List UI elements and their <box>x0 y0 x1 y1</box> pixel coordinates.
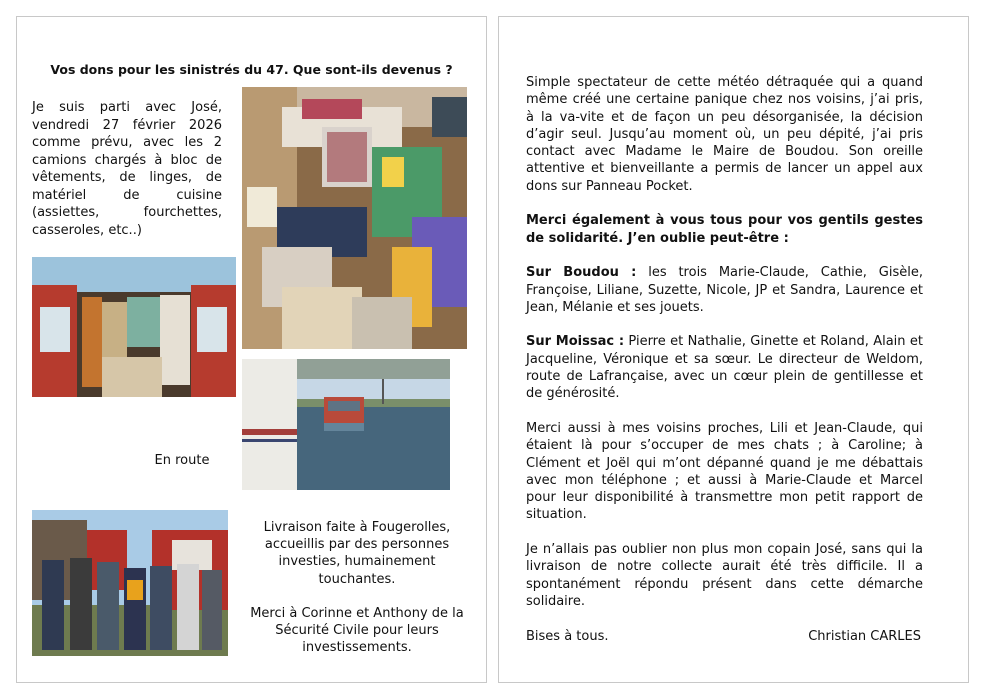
intro-paragraph: Je suis parti avec José, vendredi 27 février 2026 comme prévu, avec les 2 camions chargés à bloc de vêtements, de linges, de matériel de cuisine (assiettes, fourchettes, casseroles, etc..) <box>32 100 222 238</box>
paragraph-spectateur: Simple spectateur de cette météo détraquée qui a quand même créé une certaine panique chez nos voisins, j’ai pris, à la va-vite et de façon un peu désorganisée, la décision d’agir seul. Jusqu’au moment où, un peu dépité, j’ai pris contact avec Madame le Maire de Boudou. Son oreille attentive et bienveillante a permis de lancer un appel aux dons sur Panneau Pocket. <box>526 75 923 194</box>
article-title: Vos dons pour les sinistrés du 47. Que sont-ils devenus ? <box>50 62 453 77</box>
paragraph-jose: Je n’allais pas oublier non plus mon copain José, sans qui la livraison de notre collecte aurait été très difficile. Il a spontanément répondu présent dans cette démarche solidaire. <box>526 542 923 609</box>
left-page <box>16 16 487 683</box>
paragraph-neighbours: Merci aussi à mes voisins proches, Lili et Jean-Claude, qui étaient là pour s’occuper de mes chats ; à Caroline; à Clément et Joël qui m’ont dépanné quand je me débattais avec mon téléphone ; et aussi à Marie-Claude et Marcel pour leur disponibilité à transmettre mon petit rapport de situation. <box>526 420 923 523</box>
thanks-text: Merci à Corinne et Anthony de la Sécurité Civile pour leurs investissements. <box>250 605 464 656</box>
text-boudou: les trois Marie-Claude, Cathie, Gisèle, Françoise, Liliane, Suzette, Nicole, JP et Sandra, Laurence et Jean, Mélanie et ses jouets. <box>526 265 923 315</box>
delivery-caption <box>238 519 476 673</box>
paragraph-thanks-heading: Merci également à vous tous pour vos gentils gestes de solidarité. J’en oublie peut-être : <box>526 213 923 246</box>
label-boudou: Sur Boudou : <box>526 265 637 281</box>
paragraph-boudou <box>526 264 923 316</box>
label-moissac: Sur Moissac : <box>526 334 625 350</box>
author-name: Christian CARLES <box>808 628 921 644</box>
photo-loaded-van <box>32 257 236 397</box>
signature-line <box>526 628 923 645</box>
delivery-text: Livraison faite à Fougerolles, accueillis par des personnes investies, humainement touchantes. <box>263 520 451 587</box>
closing-text: Bises à tous. <box>526 628 609 644</box>
right-text-column <box>526 74 923 645</box>
paragraph-moissac <box>526 333 923 402</box>
photo-group-delivery <box>32 510 228 656</box>
caption-en-route: En route <box>154 453 210 468</box>
photo-flooded-road <box>242 359 450 490</box>
photo-van-interior-donations <box>242 87 467 349</box>
text-moissac: Pierre et Nathalie, Ginette et Roland, Alain et Jacqueline, Véronique et sa sœur. Le directeur de Weldom, route de Lafrançaise, avec un cœur plein de gentillesse et de générosité. <box>526 334 923 402</box>
right-page <box>498 16 969 683</box>
